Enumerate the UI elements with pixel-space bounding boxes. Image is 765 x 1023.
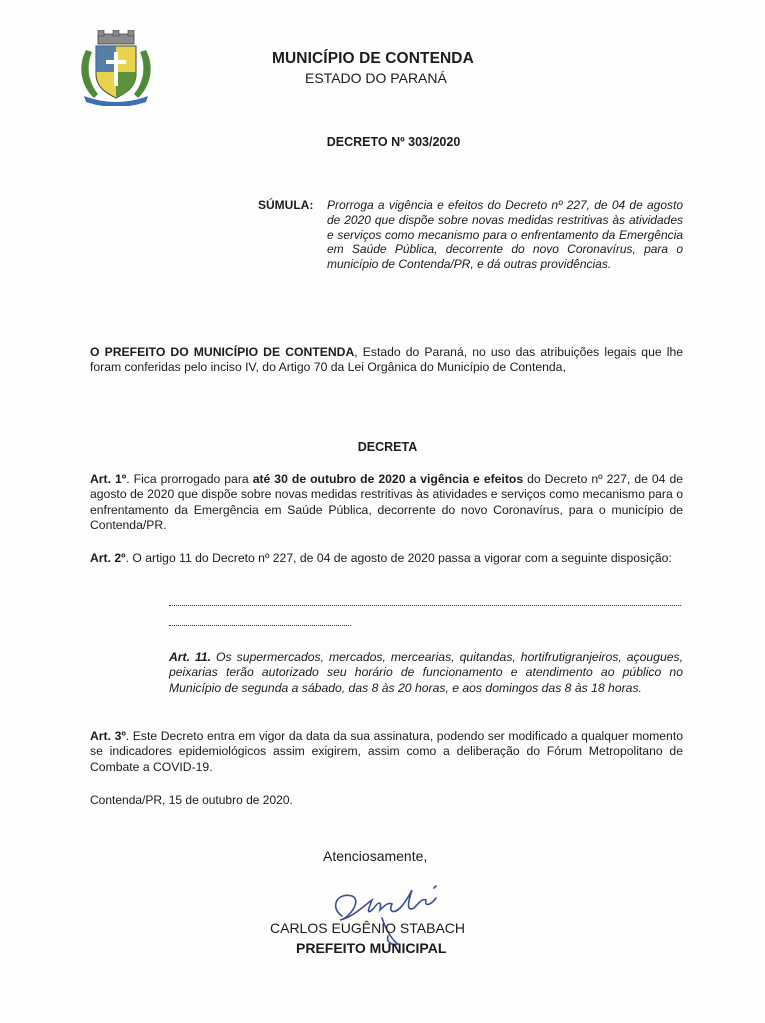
dotted-line xyxy=(169,603,681,606)
preamble-text: , Estado do Paraná, no uso das atribuições legais que lhe foram conferidas pelo inciso IV, do Artigo 70 da Lei Orgânica do Município de Contenda, xyxy=(90,345,683,375)
art1-text-a: . Fica prorrogado para xyxy=(126,472,253,486)
signer-name: CARLOS EUGÊNIO STABACH xyxy=(270,920,466,936)
state-subtitle: ESTADO DO PARANÁ xyxy=(305,70,447,86)
closing: Atenciosamente, xyxy=(323,848,428,864)
municipality-title: MUNICÍPIO DE CONTENDA xyxy=(272,50,474,67)
article-3 xyxy=(90,729,683,775)
sumula-text: Prorroga a vigência e efeitos do Decreto nº 227, de 04 de agosto de 2020 que dispõe sobre novas medidas restritivas às atividades e serviços como mecanismo para o enfrentamento da Emergência em Saúde Pública, decorrente do novo Coronavírus, para o município de Contenda/PR, e dá outras providências. xyxy=(327,198,683,272)
art2-label: Art. 2º xyxy=(90,551,126,565)
preamble-bold: O PREFEITO DO MUNICÍPIO DE CONTENDA xyxy=(90,345,355,359)
decreta-heading: DECRETA xyxy=(357,440,418,454)
art3-text: . Este Decreto entra em vigor da data da sua assinatura, podendo ser modificado a qualquer momento se indicadores epidemiológicos assim exigirem, assim como a deliberação do Fórum Metropolitano de Combate a COVID-19. xyxy=(90,729,683,774)
decree-number: DECRETO Nº 303/2020 xyxy=(326,135,461,149)
art1-text-b: do Decreto nº 227, de 04 de agosto de 2020 que dispõe sobre novas medidas restritivas às atividades e serviços como mecanismo para o enfrentamento da Emergência em Saúde Pública, decorrente do novo Coronavírus, para o município de Contenda/PR. xyxy=(90,472,683,532)
dotted-line-short xyxy=(169,623,351,626)
article-1 xyxy=(90,472,683,533)
preamble-paragraph xyxy=(90,345,683,376)
art1-label: Art. 1º xyxy=(90,472,127,486)
art3-label: Art. 3º xyxy=(90,729,126,743)
art11-label: Art. 11. xyxy=(169,650,212,664)
article-11 xyxy=(169,650,683,696)
art11-text: Os supermercados, mercados, mercearias, quitandas, hortifrutigranjeiros, açougues, peixarias terão autorizado seu horário de funcionamento e atendimento ao público no Município de segunda a sábado, das 8 às 20 horas, e aos domingos das 8 às 18 horas. xyxy=(169,650,683,695)
place-date: Contenda/PR, 15 de outubro de 2020. xyxy=(90,793,293,807)
signer-role: PREFEITO MUNICIPAL xyxy=(296,940,447,956)
sumula-label: SÚMULA: xyxy=(258,198,314,212)
coat-of-arms-icon xyxy=(76,30,156,106)
article-2 xyxy=(90,551,683,566)
art1-bold: até 30 de outubro de 2020 a vigência e efeitos xyxy=(252,472,524,486)
art2-text: . O artigo 11 do Decreto nº 227, de 04 de agosto de 2020 passa a vigorar com a seguinte disposição: xyxy=(125,551,672,565)
